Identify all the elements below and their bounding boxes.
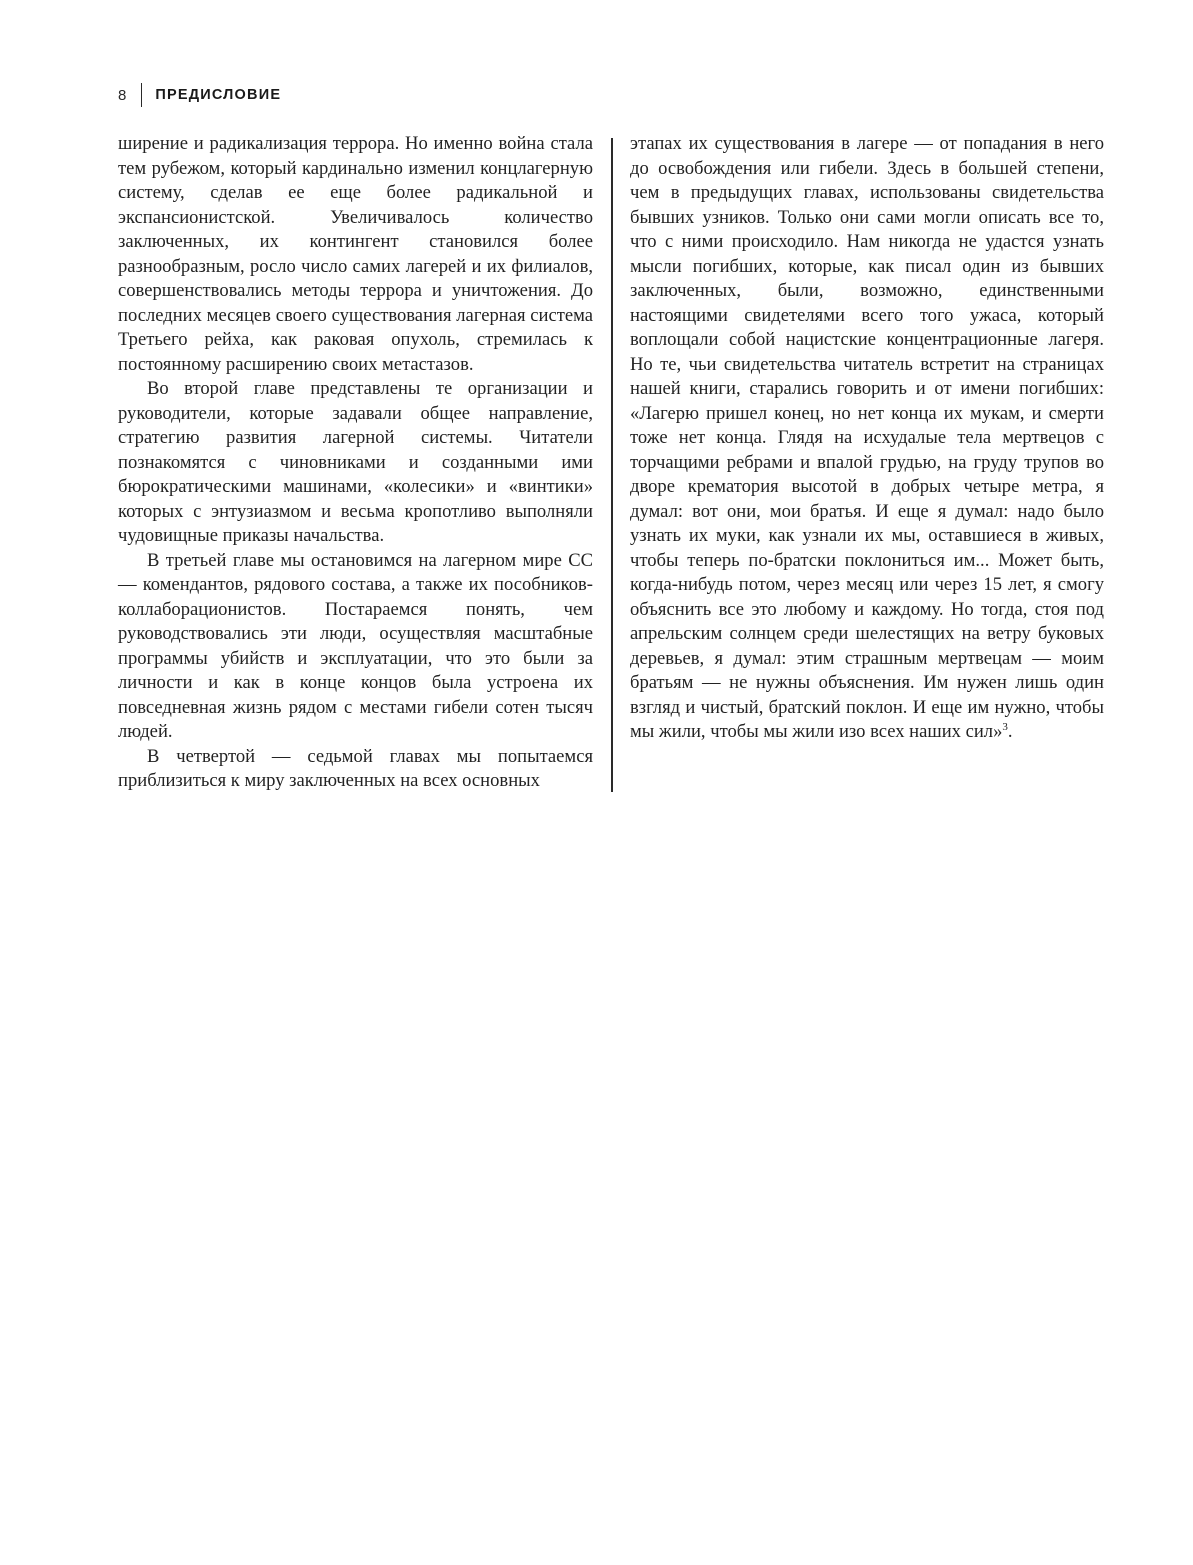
running-head bbox=[118, 82, 281, 108]
header-divider bbox=[141, 83, 143, 107]
left-text-column bbox=[118, 132, 593, 794]
column-divider bbox=[611, 138, 613, 792]
section-title: ПРЕДИСЛОВИЕ bbox=[155, 87, 282, 103]
right-text-column bbox=[630, 132, 1104, 745]
paragraph bbox=[630, 132, 1104, 745]
closing-punctuation: . bbox=[1007, 721, 1013, 742]
paragraph-text: этапах их существования в лагере — от попадания в него до освобождения или гибели. Здесь в большей степени, чем в предыдущих главах, использованы свидетельства бывших узников. Только они сами могли описать все то, что с ними происходило. Нам никогда не удастся узнать мысли погибших, которые, как писал один из бывших заключенных, были, возможно, единственными настоящими свидетелями всего того ужаса, который воплощали собой нацистские концентрационные лагеря. Но те, чьи свидетельства читатель встретит на страницах нашей книги, старались говорить и от имени погибших: «Лагерю пришел конец, но нет конца их мукам, и смерти тоже нет конца. Глядя на исхудалые тела мертвецов с торчащими ребрами и впалой грудью, на груду трупов во дворе крематория высотой в добрых четыре метра, я думал: вот они, мои братья. И еще я думал: надо было узнать их муки, как узнали их мы, оставшиеся в живых, чтобы теперь по-братски поклониться им... Может быть, когда-нибудь потом, через месяц или через 15 лет, я смогу объяснить все это любому и каждому. Но тогда, стоя под апрельским солнцем среди шелестящих на ветру буковых деревьев, я думал: этим страшным мертвецам — моим братьям — не нужны объяснения. Им нужен лишь один взгляд и чистый, братский поклон. И еще им нужно, чтобы мы жили, чтобы мы жили изо всех наших сил» bbox=[630, 133, 1104, 742]
page-number: 8 bbox=[118, 86, 127, 104]
paragraph: В третьей главе мы остановимся на лагерном мире СС — комендантов, рядового состава, а также их пособников-коллаборационистов. Постараемся понять, чем руководствовались эти люди, осуществляя масштабные программы убийств и эксплуатации, что это были за личности и как в конце концов была устроена их повседневная жизнь рядом с местами гибели сотен тысяч людей. bbox=[118, 549, 593, 742]
paragraph: ширение и радикализация террора. Но именно война стала тем рубежом, который кардинально изменил концлагерную систему, сделав ее еще более радикальной и экспансионистской. Увеличивалось количество заключенных, их контингент становился более разнообразным, росло число самих лагерей и их филиалов, совершенствовались методы террора и уничтожения. До последних месяцев своего существования лагерная система Третьего рейха, как раковая опухоль, стремилась к постоянному расширению своих метастазов. bbox=[118, 133, 593, 375]
paragraph: Во второй главе представлены те организации и руководители, которые задавали общее направление, стратегию развития лагерной системы. Читатели познакомятся с чиновниками и созданными ими бюрократическими машинами, «колесики» и «винтики» которых с энтузиазмом и весьма кропотливо выполняли чудовищные приказы начальства. bbox=[118, 378, 593, 546]
footnote-reference[interactable]: 3 bbox=[1002, 720, 1008, 733]
paragraph: В четвертой — седьмой главах мы попытаемся приблизиться к миру заключенных на всех основных bbox=[118, 745, 593, 791]
